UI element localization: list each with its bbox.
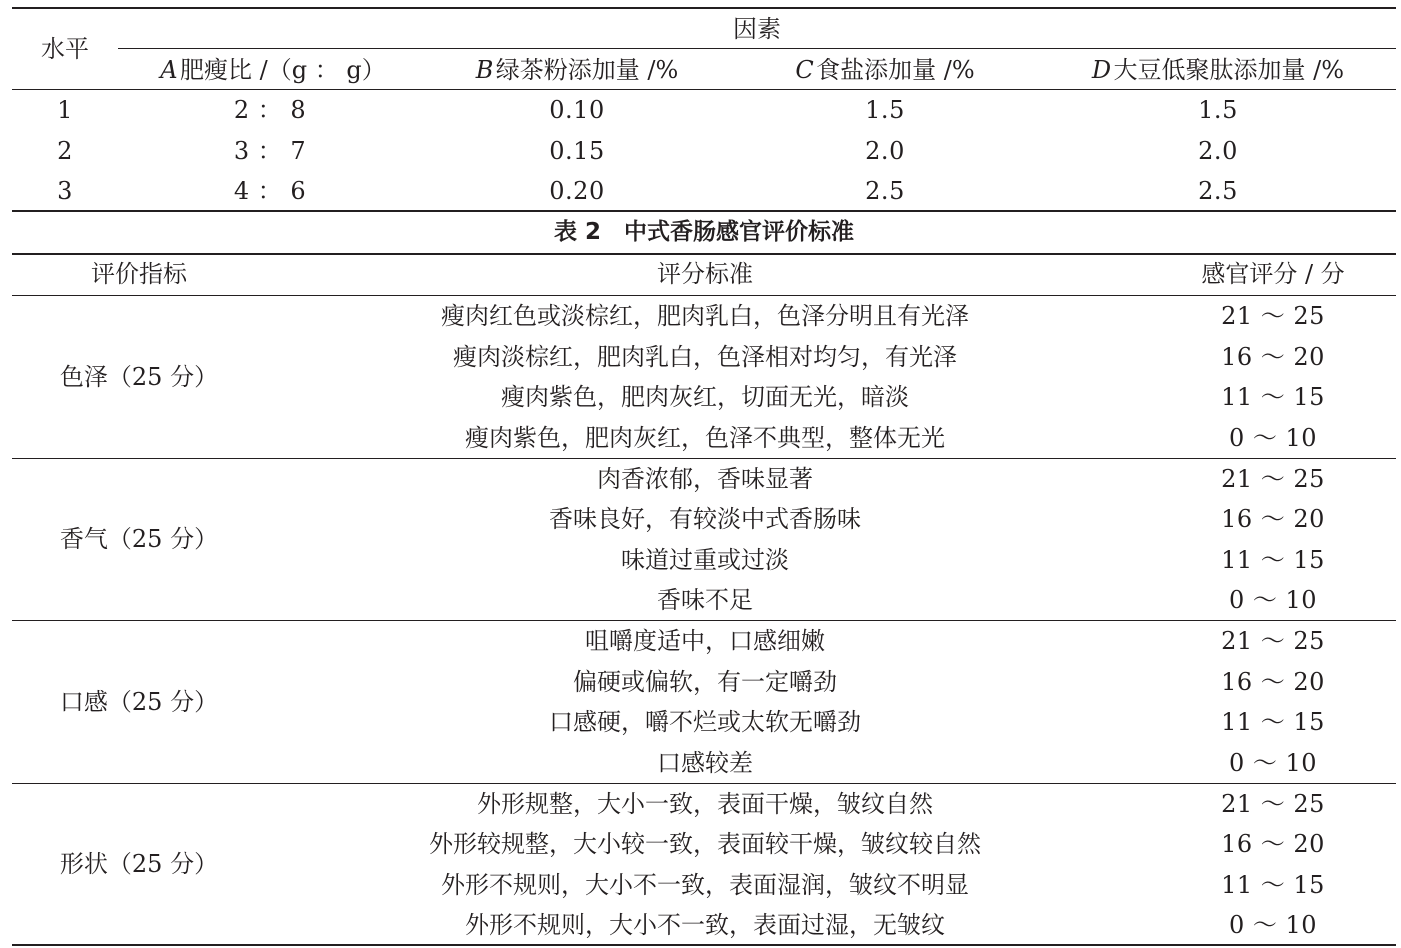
score-cell: 0 ～ 10 — [1228, 749, 1318, 777]
salt-cell: 1.5 — [865, 96, 905, 124]
table1-group-header: 因素 — [733, 15, 781, 43]
peptide-cell: 1.5 — [1198, 96, 1238, 124]
criteria-cell: 咀嚼度适中，口感细嫩 — [585, 627, 825, 655]
score-cell: 21 ～ 25 — [1221, 465, 1325, 493]
green-tea-cell: 0.10 — [549, 96, 605, 124]
table2-header-rule — [12, 295, 1396, 296]
peptide-cell: 2.0 — [1198, 137, 1238, 165]
table2-top-rule — [12, 253, 1396, 255]
score-cell: 0 ～ 10 — [1228, 586, 1318, 614]
score-cell: 21 ～ 25 — [1221, 627, 1325, 655]
indicator-color: 色泽（25 分） — [59, 363, 219, 391]
score-cell: 16 ～ 20 — [1221, 343, 1325, 371]
criteria-cell: 外形规整，大小一致，表面干燥，皱纹自然 — [477, 790, 933, 818]
score-cell: 0 ～ 10 — [1228, 424, 1318, 452]
table1-column-header-d: D 大豆低聚肽添加量 /% — [1091, 56, 1345, 84]
criteria-cell: 瘦肉红色或淡棕红，肥肉乳白，色泽分明且有光泽 — [441, 302, 969, 330]
ratio-cell: 4 ： 6 — [233, 177, 307, 205]
header-criteria: 评分标准 — [657, 260, 753, 288]
header-indicator: 评价指标 — [91, 260, 187, 288]
criteria-cell: 瘦肉紫色，肥肉灰红，色泽不典型，整体无光 — [465, 424, 945, 452]
score-cell: 11 ～ 15 — [1221, 546, 1325, 574]
criteria-cell: 瘦肉淡棕红，肥肉乳白，色泽相对均匀，有光泽 — [453, 343, 957, 371]
criteria-cell: 香味不足 — [657, 586, 753, 614]
criteria-cell: 外形较规整，大小较一致，表面较干燥，皱纹较自然 — [429, 830, 981, 858]
ratio-cell: 3 ： 7 — [233, 137, 307, 165]
group-divider — [12, 783, 1396, 784]
table1-bottom-rule — [12, 210, 1396, 212]
score-cell: 21 ～ 25 — [1221, 790, 1325, 818]
indicator-aroma: 香气（25 分） — [59, 525, 219, 553]
table1-corner-header: 水平 — [41, 35, 89, 63]
criteria-cell: 肉香浓郁，香味显著 — [597, 465, 813, 493]
header-score: 感官评分 / 分 — [1201, 260, 1345, 288]
green-tea-cell: 0.15 — [549, 137, 605, 165]
level-cell: 2 — [57, 137, 73, 165]
peptide-cell: 2.5 — [1198, 177, 1238, 205]
criteria-cell: 香味良好，有较淡中式香肠味 — [549, 505, 861, 533]
ratio-cell: 2 ： 8 — [233, 96, 307, 124]
score-cell: 16 ～ 20 — [1221, 830, 1325, 858]
green-tea-cell: 0.20 — [549, 177, 605, 205]
table1-group-rule — [118, 48, 1396, 49]
score-cell: 0 ～ 10 — [1228, 911, 1318, 939]
group-divider — [12, 458, 1396, 459]
score-cell: 16 ～ 20 — [1221, 668, 1325, 696]
criteria-cell: 瘦肉紫色，肥肉灰红，切面无光，暗淡 — [501, 383, 909, 411]
indicator-shape: 形状（25 分） — [59, 850, 219, 878]
score-cell: 11 ～ 15 — [1221, 708, 1325, 736]
score-cell: 11 ～ 15 — [1221, 383, 1325, 411]
score-cell: 21 ～ 25 — [1221, 302, 1325, 330]
criteria-cell: 外形不规则，大小不一致，表面湿润，皱纹不明显 — [441, 871, 969, 899]
criteria-cell: 味道过重或过淡 — [621, 546, 789, 574]
table1-column-header-a: A 肥瘦比 /（g ： g） — [160, 56, 386, 84]
indicator-mouthfeel: 口感（25 分） — [59, 688, 219, 716]
level-cell: 1 — [57, 96, 73, 124]
score-cell: 16 ～ 20 — [1221, 505, 1325, 533]
level-cell: 3 — [57, 177, 73, 205]
group-divider — [12, 620, 1396, 621]
table2-bottom-rule — [12, 944, 1396, 946]
criteria-cell: 偏硬或偏软，有一定嚼劲 — [573, 668, 837, 696]
criteria-cell: 口感硬，嚼不烂或太软无嚼劲 — [549, 708, 861, 736]
table1-column-header-b: B 绿茶粉添加量 /% — [475, 56, 679, 84]
table1-top-rule — [12, 7, 1396, 9]
salt-cell: 2.0 — [865, 137, 905, 165]
salt-cell: 2.5 — [865, 177, 905, 205]
score-cell: 11 ～ 15 — [1221, 871, 1325, 899]
table2-caption: 表 2 中式香肠感官评价标准 — [553, 219, 855, 245]
criteria-cell: 外形不规则，大小不一致，表面过湿，无皱纹 — [465, 911, 945, 939]
table1-header-rule — [12, 89, 1396, 90]
table1-column-header-c: C 食盐添加量 /% — [795, 56, 975, 84]
criteria-cell: 口感较差 — [657, 749, 753, 777]
